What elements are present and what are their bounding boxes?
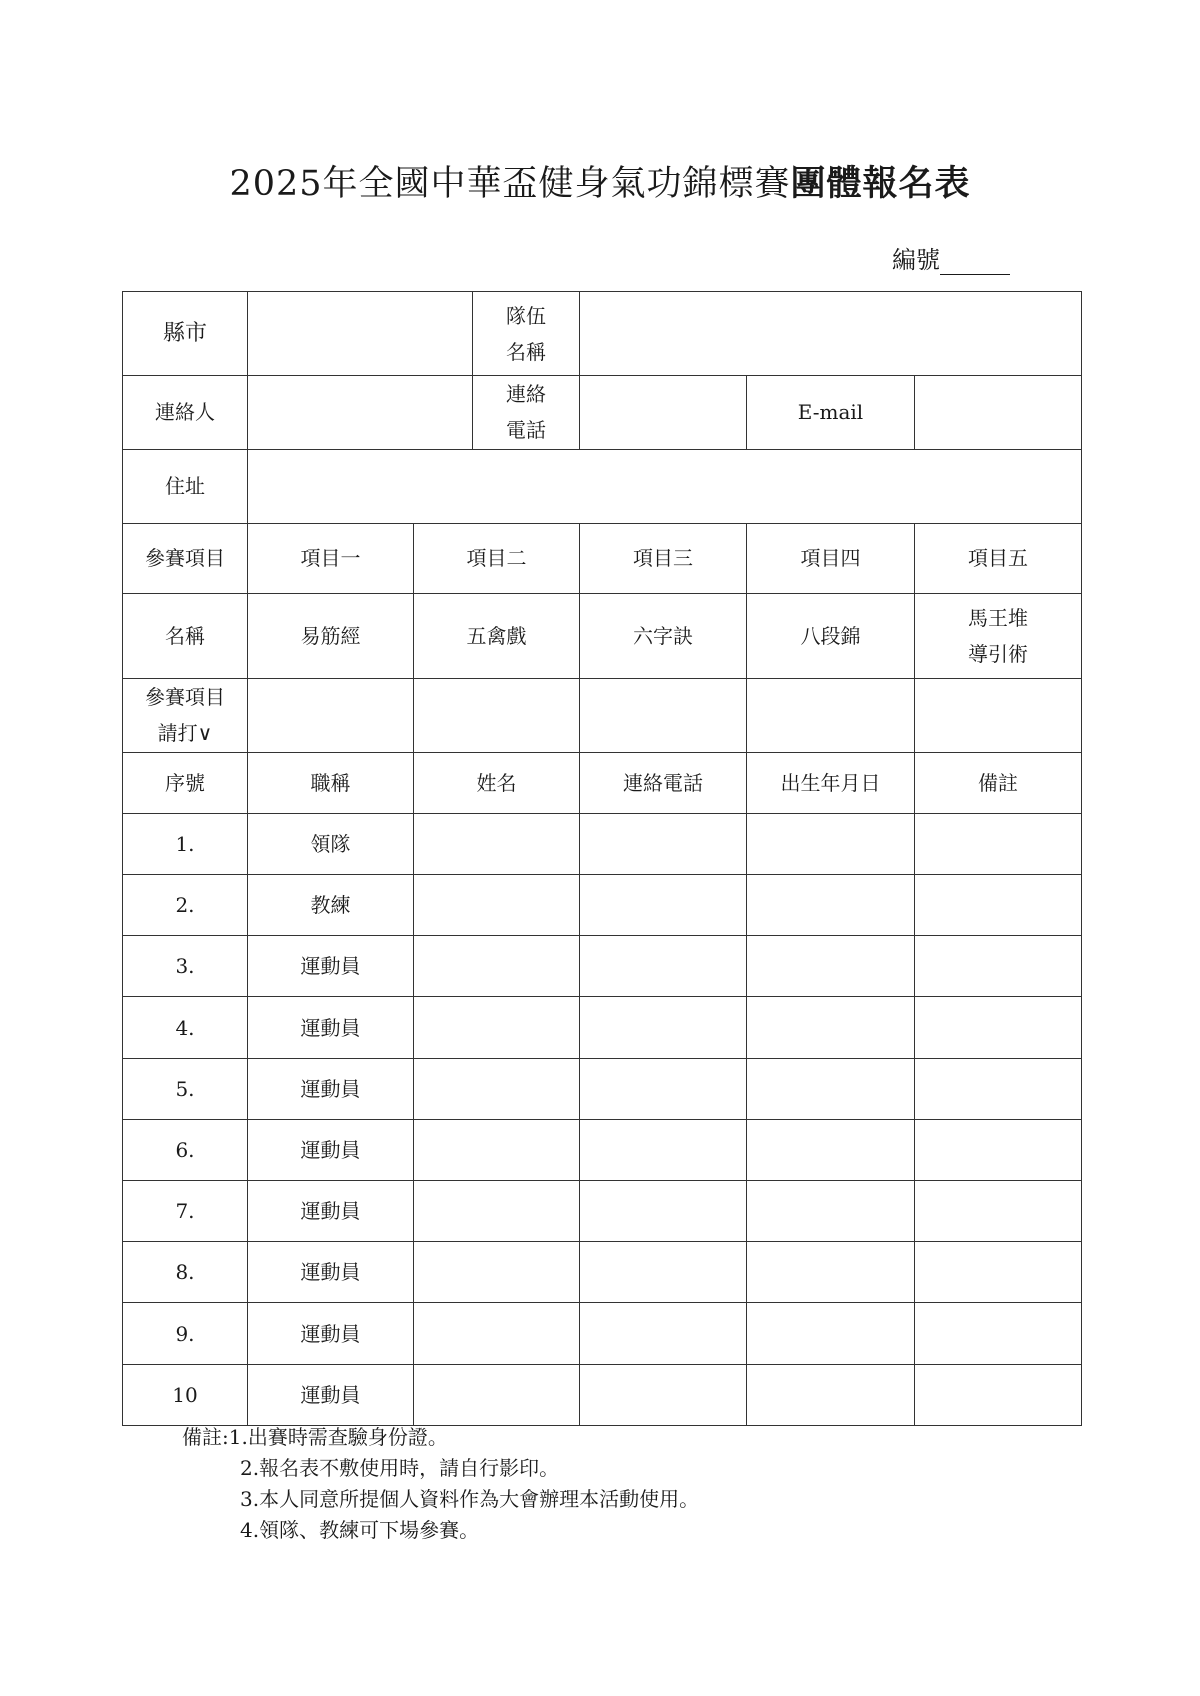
- event-name-3: 六字訣: [580, 594, 747, 679]
- roster-notes-field[interactable]: [915, 1242, 1082, 1303]
- address-label: 住址: [123, 449, 248, 523]
- serial-label: 編號: [892, 246, 940, 274]
- roster-birth-field[interactable]: [747, 875, 915, 936]
- notes-prefix: 備註:: [182, 1425, 229, 1449]
- roster-no: 6.: [123, 1119, 248, 1180]
- roster-name-field[interactable]: [414, 1364, 580, 1425]
- roster-role: 運動員: [248, 1119, 414, 1180]
- table-row: [123, 1058, 1082, 1119]
- event-item-2: 項目二: [414, 523, 580, 593]
- note-item: 備註:1.出賽時需查驗身份證。: [182, 1425, 448, 1449]
- event-check-4[interactable]: [747, 679, 915, 752]
- note-item: 3.本人同意所提個人資料作為大會辦理本活動使用。: [240, 1487, 700, 1511]
- email-label: E-mail: [747, 376, 915, 449]
- roster-role: 教練: [248, 875, 414, 936]
- roster-name-field[interactable]: [414, 1181, 580, 1242]
- row-county: [123, 292, 1082, 376]
- roster-birth-field[interactable]: [747, 997, 915, 1058]
- roster-role: 領隊: [248, 813, 414, 874]
- roster-header-phone: 連絡電話: [580, 752, 747, 813]
- table-row: [123, 813, 1082, 874]
- roster-header-notes: 備註: [915, 752, 1082, 813]
- table-row: [123, 1242, 1082, 1303]
- roster-header-role: 職稱: [248, 752, 414, 813]
- row-event-names: [123, 594, 1082, 679]
- event-name-label: 名稱: [123, 594, 248, 679]
- table-row: [123, 936, 1082, 997]
- table-row: [123, 997, 1082, 1058]
- event-item-1: 項目一: [248, 523, 414, 593]
- roster-name-field[interactable]: [414, 813, 580, 874]
- roster-name-field[interactable]: [414, 1303, 580, 1364]
- team-name-field[interactable]: [580, 292, 1082, 376]
- roster-role: 運動員: [248, 1058, 414, 1119]
- roster-birth-field[interactable]: [747, 1242, 915, 1303]
- county-field[interactable]: [248, 292, 473, 376]
- roster-no: 2.: [123, 875, 248, 936]
- roster-phone-field[interactable]: [580, 1364, 747, 1425]
- roster-birth-field[interactable]: [747, 1364, 915, 1425]
- event-check-5[interactable]: [915, 679, 1082, 752]
- roster-header-name: 姓名: [414, 752, 580, 813]
- county-label: 縣市: [123, 292, 248, 376]
- table-row: [123, 1119, 1082, 1180]
- roster-name-field[interactable]: [414, 1242, 580, 1303]
- roster-notes-field[interactable]: [915, 1181, 1082, 1242]
- page-title: [0, 156, 1200, 206]
- event-item-5: 項目五: [915, 523, 1082, 593]
- event-check-2[interactable]: [414, 679, 580, 752]
- roster-notes-field[interactable]: [915, 1364, 1082, 1425]
- roster-header-row: [123, 752, 1082, 813]
- roster-phone-field[interactable]: [580, 1303, 747, 1364]
- table-row: [123, 875, 1082, 936]
- note-item: 2.報名表不敷使用時，請自行影印。: [240, 1456, 560, 1480]
- contact-label: 連絡人: [123, 376, 248, 449]
- email-field[interactable]: [915, 376, 1082, 449]
- events-label: 參賽項目: [123, 523, 248, 593]
- roster-no: 4.: [123, 997, 248, 1058]
- row-event-check: [123, 679, 1082, 752]
- event-name-1: 易筋經: [248, 594, 414, 679]
- row-contact: [123, 376, 1082, 449]
- roster-no: 5.: [123, 1058, 248, 1119]
- roster-phone-field[interactable]: [580, 1119, 747, 1180]
- roster-role: 運動員: [248, 1181, 414, 1242]
- roster-role: 運動員: [248, 1242, 414, 1303]
- roster-notes-field[interactable]: [915, 1303, 1082, 1364]
- roster-name-field[interactable]: [414, 997, 580, 1058]
- roster-phone-field[interactable]: [580, 1242, 747, 1303]
- roster-notes-field[interactable]: [915, 997, 1082, 1058]
- roster-no: 7.: [123, 1181, 248, 1242]
- roster-notes-field[interactable]: [915, 1119, 1082, 1180]
- team-name-label: 隊伍 名稱: [473, 292, 580, 376]
- event-name-5: 馬王堆 導引術: [915, 594, 1082, 679]
- roster-no: 1.: [123, 813, 248, 874]
- serial-number: [892, 240, 1010, 275]
- contact-field[interactable]: [248, 376, 473, 449]
- roster-birth-field[interactable]: [747, 1119, 915, 1180]
- title-regular: 2025年全國中華盃健身氣功錦標賽: [229, 164, 791, 204]
- roster-role: 運動員: [248, 997, 414, 1058]
- roster-birth-field[interactable]: [747, 1181, 915, 1242]
- event-check-3[interactable]: [580, 679, 747, 752]
- roster-notes-field[interactable]: [915, 813, 1082, 874]
- roster-header-birth: 出生年月日: [747, 752, 915, 813]
- phone-label: 連絡 電話: [473, 376, 580, 449]
- roster-phone-field[interactable]: [580, 936, 747, 997]
- row-address: [123, 449, 1082, 523]
- roster-name-field[interactable]: [414, 936, 580, 997]
- roster-no: 10: [123, 1364, 248, 1425]
- roster-role: 運動員: [248, 936, 414, 997]
- roster-notes-field[interactable]: [915, 1058, 1082, 1119]
- roster-name-field[interactable]: [414, 1058, 580, 1119]
- roster-phone-field[interactable]: [580, 1181, 747, 1242]
- roster-birth-field[interactable]: [747, 1303, 915, 1364]
- table-row: [123, 1364, 1082, 1425]
- registration-form-table: [122, 291, 1082, 1426]
- row-events: [123, 523, 1082, 593]
- roster-no: 3.: [123, 936, 248, 997]
- note-item: 4.領隊、教練可下場參賽。: [240, 1518, 480, 1542]
- event-check-label: 參賽項目 請打∨: [123, 679, 248, 752]
- roster-no: 8.: [123, 1242, 248, 1303]
- roster-role: 運動員: [248, 1364, 414, 1425]
- serial-blank[interactable]: [940, 250, 1010, 275]
- roster-name-field[interactable]: [414, 1119, 580, 1180]
- event-name-2: 五禽戲: [414, 594, 580, 679]
- roster-role: 運動員: [248, 1303, 414, 1364]
- event-name-4: 八段錦: [747, 594, 915, 679]
- title-bold: 團體報名表: [790, 163, 971, 204]
- roster-body: [123, 813, 1082, 1425]
- roster-notes-field[interactable]: [915, 936, 1082, 997]
- table-row: [123, 1303, 1082, 1364]
- table-row: [123, 1181, 1082, 1242]
- event-check-1[interactable]: [248, 679, 414, 752]
- roster-no: 9.: [123, 1303, 248, 1364]
- roster-phone-field[interactable]: [580, 875, 747, 936]
- roster-birth-field[interactable]: [747, 1058, 915, 1119]
- phone-field[interactable]: [580, 376, 747, 449]
- event-item-3: 項目三: [580, 523, 747, 593]
- notes-section: [182, 1422, 699, 1546]
- event-item-4: 項目四: [747, 523, 915, 593]
- roster-birth-field[interactable]: [747, 936, 915, 997]
- roster-phone-field[interactable]: [580, 1058, 747, 1119]
- roster-name-field[interactable]: [414, 875, 580, 936]
- roster-phone-field[interactable]: [580, 813, 747, 874]
- roster-phone-field[interactable]: [580, 997, 747, 1058]
- roster-header-no: 序號: [123, 752, 248, 813]
- roster-birth-field[interactable]: [747, 813, 915, 874]
- address-field[interactable]: [248, 449, 1082, 523]
- roster-notes-field[interactable]: [915, 875, 1082, 936]
